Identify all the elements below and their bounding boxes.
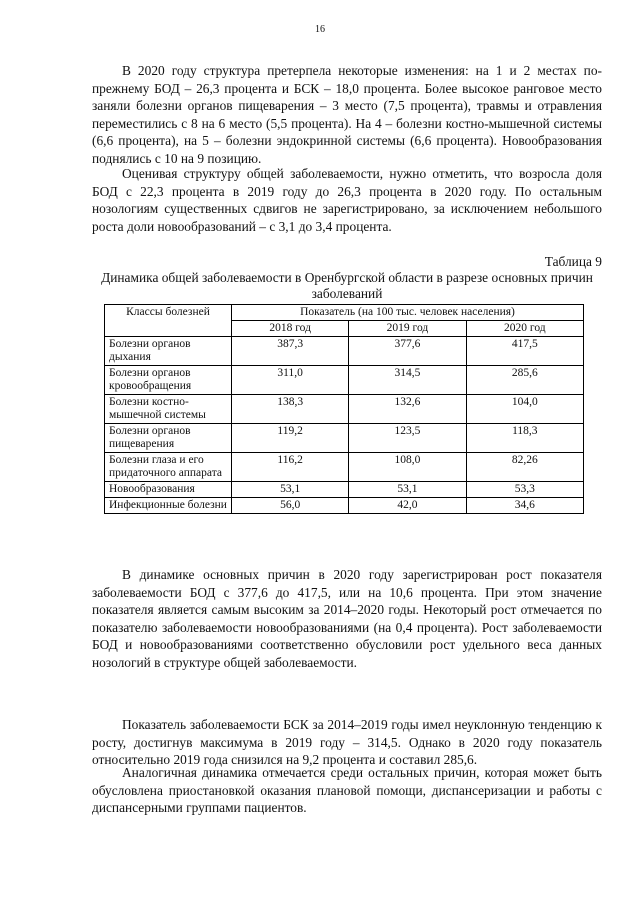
cell-value: 132,6 bbox=[349, 395, 466, 424]
header-class: Классы болезней bbox=[105, 305, 232, 337]
cell-value: 311,0 bbox=[232, 366, 349, 395]
cell-value: 34,6 bbox=[466, 498, 583, 514]
cell-value: 138,3 bbox=[232, 395, 349, 424]
row-label: Болезни костно-мышечной системы bbox=[105, 395, 232, 424]
cell-value: 417,5 bbox=[466, 337, 583, 366]
row-label: Инфекционные болезни bbox=[105, 498, 232, 514]
table-row bbox=[105, 366, 584, 395]
cell-value: 123,5 bbox=[349, 424, 466, 453]
paragraph-other-causes: Аналогичная динамика отмечается среди остальных причин, которая может быть обусловлена приостановкой оказания плановой помощи, диспансеризации и работы с диспансерными группами пациентов. bbox=[92, 765, 602, 815]
cell-value: 56,0 bbox=[232, 498, 349, 514]
table-label: Таблица 9 bbox=[544, 254, 602, 269]
page-number: 16 bbox=[315, 24, 325, 35]
row-label: Новообразования bbox=[105, 482, 232, 498]
row-label: Болезни органов кровообращения bbox=[105, 366, 232, 395]
cell-value: 53,3 bbox=[466, 482, 583, 498]
cell-value: 314,5 bbox=[349, 366, 466, 395]
paragraph-bsk-trend: Показатель заболеваемости БСК за 2014–2019 годы имел неуклонную тенденцию к росту, достигнув максимума в 2019 году – 314,5. Однако в 2020 году показатель относительно 2019 года снизился на 9,2 процента и составил 285,6. bbox=[92, 717, 602, 767]
cell-value: 118,3 bbox=[466, 424, 583, 453]
row-label: Болезни глаза и его придаточного аппарата bbox=[105, 453, 232, 482]
cell-value: 53,1 bbox=[349, 482, 466, 498]
cell-value: 82,26 bbox=[466, 453, 583, 482]
header-indicator: Показатель (на 100 тыс. человек населения) bbox=[232, 305, 584, 321]
table-row bbox=[105, 453, 584, 482]
row-label: Болезни органов пищеварения bbox=[105, 424, 232, 453]
cell-value: 119,2 bbox=[232, 424, 349, 453]
table-title: Динамика общей заболеваемости в Оренбургской области в разрезе основных причин заболеваний bbox=[101, 270, 593, 301]
header-year: 2018 год bbox=[232, 321, 349, 337]
table-row bbox=[105, 395, 584, 424]
table-row bbox=[105, 482, 584, 498]
header-year: 2020 год bbox=[466, 321, 583, 337]
cell-value: 53,1 bbox=[232, 482, 349, 498]
cell-value: 285,6 bbox=[466, 366, 583, 395]
paragraph-structure-changes: В 2020 году структура претерпела некоторые изменения: на 1 и 2 местах по-прежнему БОД – 26,3 процента и БСК – 18,0 процента. Более высокое ранговое место заняли болезни органов пищеварения – 3 место (7,5 процента), травмы и отравления переместились с 8 на 6 место (5,5 процента). На 4 – болезни костно-мышечной системы (6,6 процента), на 5 – болезни эндокринной системы (6,6 процента). Новообразования поднялись с 10 на 9 позицию. bbox=[92, 63, 602, 166]
header-year: 2019 год bbox=[349, 321, 466, 337]
cell-value: 108,0 bbox=[349, 453, 466, 482]
cell-value: 116,2 bbox=[232, 453, 349, 482]
table-row bbox=[105, 498, 584, 514]
table-row bbox=[105, 424, 584, 453]
cell-value: 104,0 bbox=[466, 395, 583, 424]
cell-value: 42,0 bbox=[349, 498, 466, 514]
cell-value: 377,6 bbox=[349, 337, 466, 366]
table-row bbox=[105, 337, 584, 366]
cell-value: 387,3 bbox=[232, 337, 349, 366]
paragraph-structure-assessment: Оценивая структуру общей заболеваемости, нужно отметить, что возросла доля БОД с 22,3 процента в 2019 году до 26,3 процента в 2020 году. По остальным нозологиям существенных сдвигов не зарегистрировано, за исключением небольшого роста доли новообразований – с 3,1 до 3,4 процента. bbox=[92, 166, 602, 234]
row-label: Болезни органов дыхания bbox=[105, 337, 232, 366]
morbidity-table bbox=[104, 304, 584, 514]
paragraph-dynamics: В динамике основных причин в 2020 году зарегистрирован рост показателя заболеваемости БОД с 377,6 до 417,5, или на 10,6 процента. При этом значение показателя является самым высоким за 2014–2020 годы. Некоторый рост отмечается по показателю заболеваемости новообразованиями (на 0,4 процента). Рост заболеваемости БОД и новообразованиями соответственно обусловили рост удельного веса данных нозологий в структуре общей заболеваемости. bbox=[92, 567, 602, 670]
